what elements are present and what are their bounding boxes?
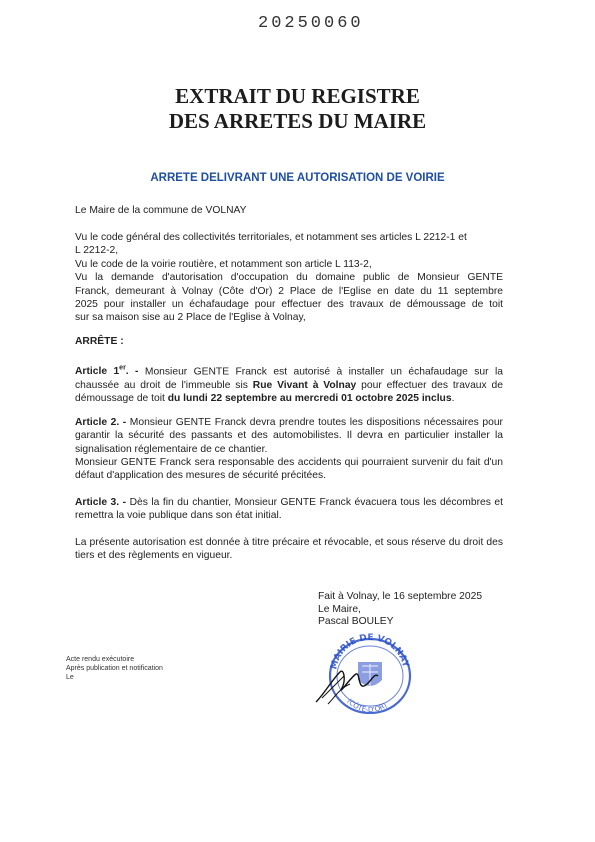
document-subtitle: ARRETE DELIVRANT UNE AUTORISATION DE VOIRIE — [150, 172, 445, 184]
consideration-voirie: Vu le code de la voirie routière, et notamment son article L 113-2, — [75, 258, 372, 270]
consideration-line: Vu la demande d'autorisation d'occupation du domaine public de Monsieur GENTE — [75, 272, 503, 284]
footnote-line: Le — [66, 674, 74, 681]
consideration-line: L 2212-2, — [75, 245, 119, 257]
signature-name: Pascal BOULEY — [318, 616, 394, 627]
article-2 — [75, 416, 503, 456]
arrete-label-text: ARRÊTE : — [75, 336, 124, 347]
closing-paragraph: La présente autorisation est donnée à titre précaire et révocable, et sous réserve du droit des tiers et des règlements en vigueur. — [75, 537, 503, 562]
mairie-seal-stamp — [314, 628, 418, 719]
article-1-address: Rue Vivant à Volnay — [252, 379, 357, 391]
footnote-line: Après publication et notification — [66, 665, 163, 672]
svg-text:MAIRIE DE VOLNAY: MAIRIE DE VOLNAY — [329, 632, 411, 671]
consideration-line: 2025 pour installer un échafaudage pour effectuer des travaux de démoussage de toit — [75, 299, 503, 311]
consideration-line: sur sa maison sise au 2 Place de l'Eglise à Volnay, — [75, 312, 306, 324]
svg-text:(CÔTE-D'OR): (CÔTE-D'OR) — [345, 697, 389, 714]
page-title-line2: DES ARRETES DU MAIRE — [168, 109, 427, 133]
intro-line: Le Maire de la commune de VOLNAY — [75, 205, 247, 216]
article-2-label: Article 2. - — [75, 417, 127, 428]
consideration-line: Franck, demeurant à Volnay (Côte d'Or) 2 Place de l'Eglise en date du 11 septembre — [75, 285, 503, 297]
article-1-label: Article 1er. - — [75, 365, 139, 378]
page-title-line1: EXTRAIT DU REGISTRE — [175, 84, 420, 108]
footnote — [66, 655, 163, 682]
register-number: 20250060 — [258, 14, 364, 33]
article-3 — [75, 496, 503, 523]
article-3-text: Dès la fin du chantier, Monsieur GENTE Franck évacuera tous les décombres et remettra la voie publique dans son état initial. — [75, 497, 503, 522]
article-1-text: Monsieur GENTE Franck est autorisé à installer un échafaudage sur la chaussée au droit de l'immeuble sis — [75, 366, 503, 391]
consideration-line: Vu le code général des collectivités territoriales, et notamment ses articles L 2212-1 et — [75, 232, 467, 243]
seal-stamp-icon — [314, 628, 418, 714]
article-2-text: Monsieur GENTE Franck devra prendre toutes les dispositions nécessaires pour garantir la sécurité des passants et des automobilistes. Il devra en particulier installer la signalisation réglementaire de ce chantier. — [75, 417, 503, 455]
consideration-code-general — [75, 231, 503, 325]
article-3-label: Article 3. - — [75, 497, 127, 508]
article-2-responsibility: Monsieur GENTE Franck sera responsable des accidents qui pourraient survenir du fait d'un défaut d'application des mesures de sécurité précitées. — [75, 457, 503, 482]
article-1: Article 1er. - Monsieur GENTE Franck est autorisé à installer un échafaudage sur la chaussée au droit de l'immeuble sis Rue Vivant à Volnay pour effectuer des travaux de démoussage de toit du lundi 22 septembre au mercredi 01 octobre 2025 inclus. — [75, 365, 503, 405]
signature-role: Le Maire, — [318, 604, 361, 615]
article-1-dates: du lundi 22 septembre au mercredi 01 octobre 2025 inclus — [167, 393, 452, 405]
footnote-line: Acte rendu exécutoire — [66, 656, 135, 663]
arrete-label — [75, 335, 503, 348]
signature-place-date: Fait à Volnay, le 16 septembre 2025 — [318, 591, 483, 602]
